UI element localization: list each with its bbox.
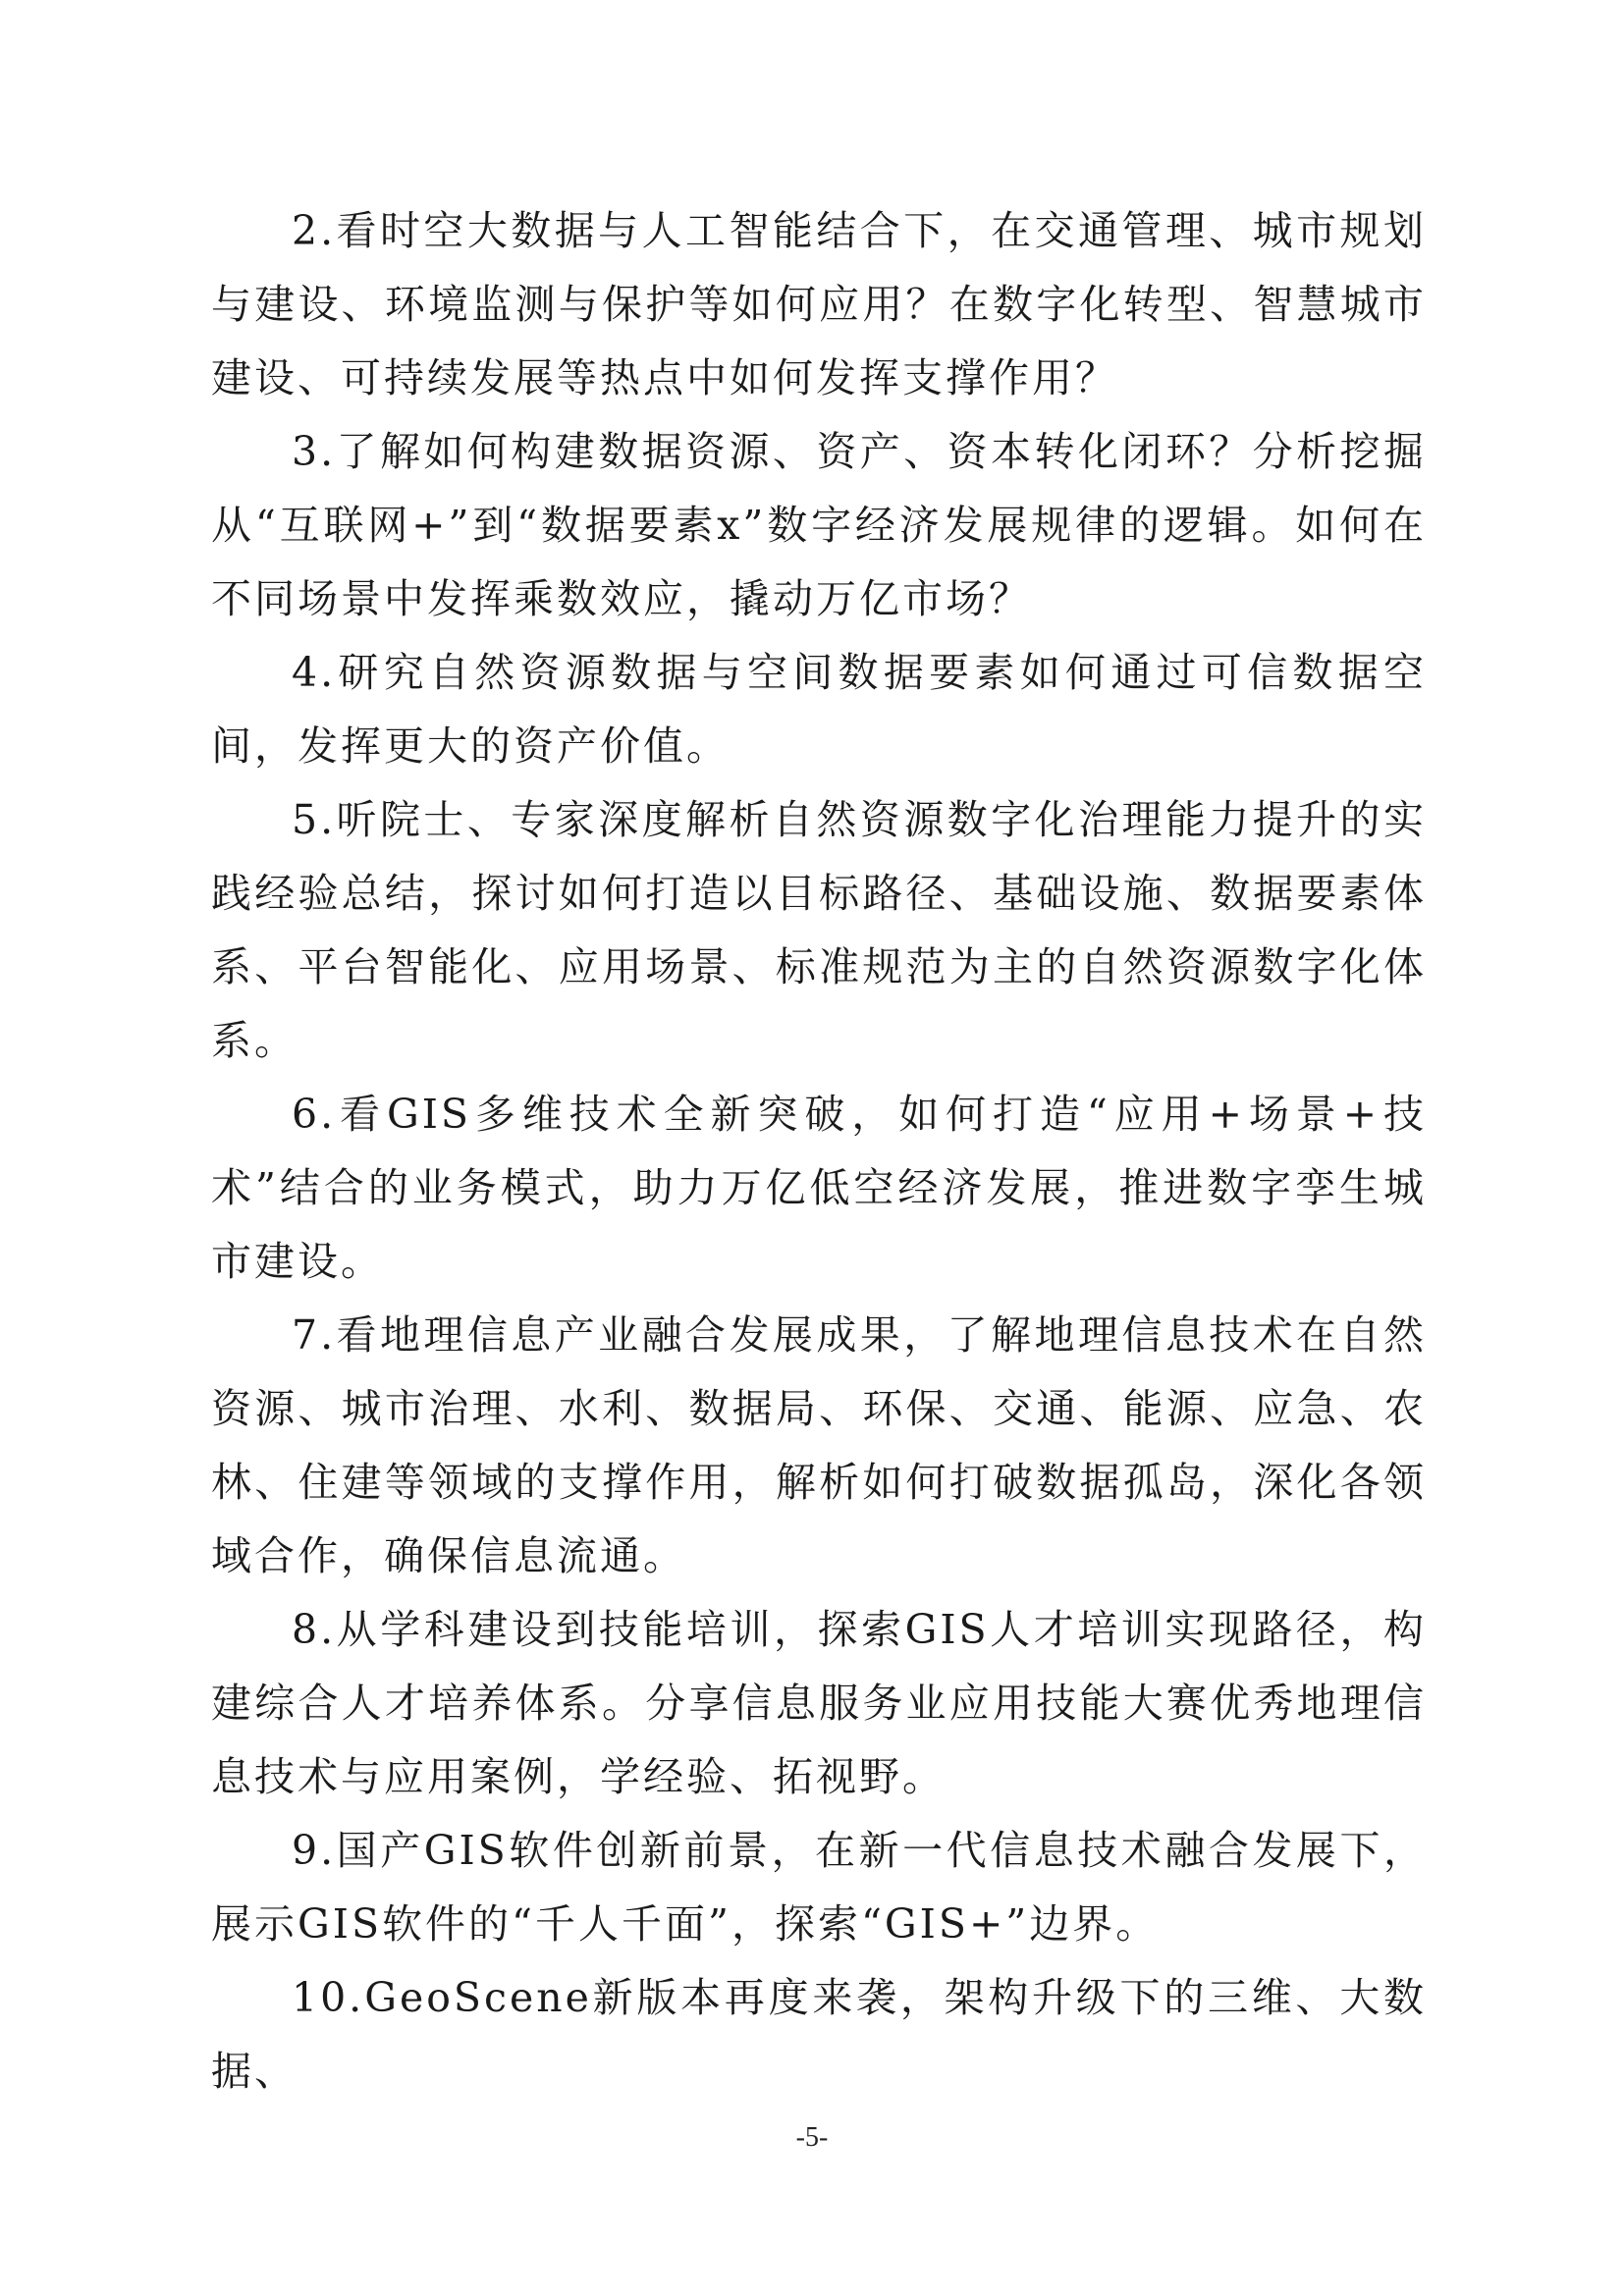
- list-item: 9.国产GIS软件创新前景，在新一代信息技术融合发展下，展示GIS软件的“千人千面”，探索“GIS+”边界。: [211, 1827, 1427, 1948]
- list-item: 2.看时空大数据与人工智能结合下，在交通管理、城市规划与建设、环境监测与保护等如何应用？在数字化转型、智慧城市建设、可持续发展等热点中如何发挥支撑作用？: [211, 207, 1427, 401]
- list-item: 3.了解如何构建数据资源、资产、资本转化闭环？分析挖掘从“互联网+”到“数据要素x”数字经济发展规律的逻辑。如何在不同场景中发挥乘数效应，撬动万亿市场？: [211, 428, 1427, 622]
- list-item: 10.GeoScene新版本再度来袭，架构升级下的三维、大数据、: [211, 1974, 1427, 2095]
- list-item: 6.看GIS多维技术全新突破，如何打造“应用+场景+技术”结合的业务模式，助力万亿低空经济发展，推进数字孪生城市建设。: [211, 1091, 1427, 1285]
- list-item: 8.从学科建设到技能培训，探索GIS人才培训实现路径，构建综合人才培养体系。分享信息服务业应用技能大赛优秀地理信息技术与应用案例，学经验、拓视野。: [211, 1606, 1427, 1800]
- list-item: 4.研究自然资源数据与空间数据要素如何通过可信数据空间，发挥更大的资产价值。: [211, 649, 1427, 770]
- list-item: 5.听院士、专家深度解析自然资源数字化治理能力提升的实践经验总结，探讨如何打造以目标路径、基础设施、数据要素体系、平台智能化、应用场景、标准规范为主的自然资源数字化体系。: [211, 796, 1427, 1064]
- page-number: -5-: [795, 2122, 829, 2153]
- list-item: 7.看地理信息产业融合发展成果，了解地理信息技术在自然资源、城市治理、水利、数据局、环保、交通、能源、应急、农林、住建等领域的支撑作用，解析如何打破数据孤岛，深化各领域合作，确保信息流通。: [211, 1311, 1427, 1579]
- document-body: [211, 194, 1427, 2109]
